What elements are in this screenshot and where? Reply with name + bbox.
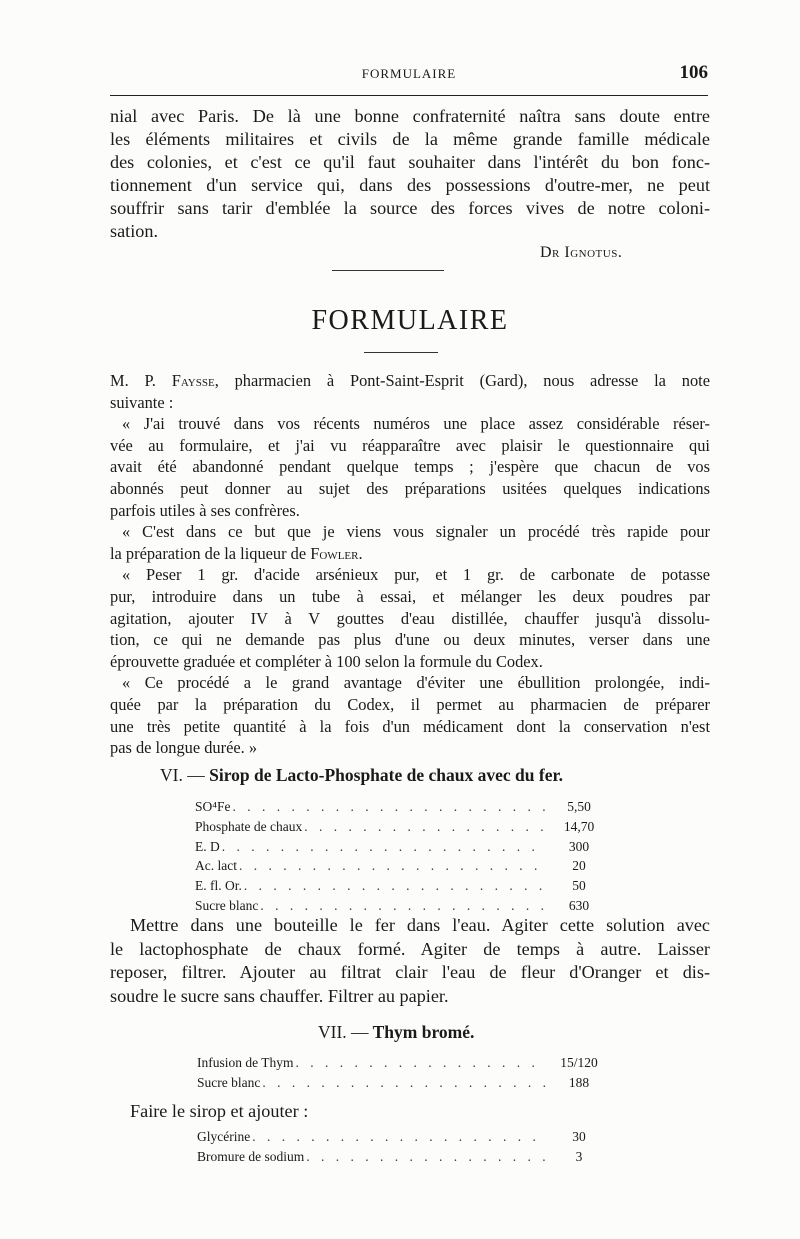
letter-line: vée au formulaire, et j'ai vu réapparaître avec plaisir le questionnaire qui [110,435,710,455]
recipe-7-number: VII. — [318,1022,369,1042]
ingredient-qty: 15/120 [560,1055,598,1070]
running-head [110,62,708,86]
intro-line: nial avec Paris. De là une bonne confraternité naîtra sans doute entre [110,106,710,126]
recipe-7-instruction: Faire le sirop et ajouter : [130,1101,309,1121]
ingredient-name: Infusion de Thym [197,1055,294,1070]
instruction-line: Mettre dans une bouteille le fer dans l'eau. Agiter cette solution avec [130,915,710,935]
intro-paragraph [110,105,710,243]
ingredient-name: Bromure de sodium [197,1148,305,1164]
title-underline [364,352,438,353]
letter-line: pur, introduire dans un tube à essai, et mélanger les deux poudres par [110,586,710,606]
leader-dots [239,856,546,876]
fowler-name: Fowler [310,543,359,563]
ingredient-qty: 3 [575,1148,583,1164]
leader-dots [244,876,546,896]
ingredient-qty: 630 [568,897,590,913]
instruction-line: reposer, filtrer. Ajouter au filtrat clair l'eau de fleur d'Oranger et dis- [110,962,710,982]
leader-dots [232,797,546,817]
intro-line: sation. [110,221,158,241]
letter-line: abonnés peut donner au sujet des préparations usitées quelques indications [110,478,710,498]
leader-dots [304,817,546,837]
ingredient-name: Sucre blanc [195,897,259,913]
ingredient-row [197,1147,610,1167]
letter-line: éprouvette graduée et compléter à 100 selon la formule du Codex. [110,651,543,671]
ingredient-qty: 50 [572,878,586,894]
running-title: FORMULAIRE [361,66,457,81]
recipe-6-ingredients [195,797,610,916]
ingredient-row [197,1073,610,1093]
ingredient-qty: 300 [568,838,590,854]
ingredient-row [195,837,610,857]
recipe-6-name: Sirop de Lacto-Phosphate de chaux avec du fer. [209,765,563,785]
ingredient-name: Glycérine [197,1129,251,1144]
letter-line: « Ce procédé a le grand avantage d'éviter une ébullition prolongée, indi- [122,673,710,693]
opening-part: , pharmacien à Pont-Saint-Esprit (Gard), nous adresse la note [214,371,711,390]
letter-line: parfois utiles à ses confrères. [110,500,300,520]
signature: Dr Ignotus. [540,244,623,261]
ingredient-qty: 188 [568,1074,590,1090]
instruction-line: soudre le sucre sans chauffer. Filtrer au papier. [110,985,449,1006]
ingredient-name: E. fl. Or. [195,878,242,894]
intro-line: des colonies, et c'est ce qu'il faut souhaiter dans l'intérêt du bon fonc- [110,152,710,172]
ingredient-row [195,856,610,876]
recipe-7-ingredients-2 [197,1127,610,1167]
fowler-part: la préparation de la liqueur de [110,543,311,563]
ingredient-row [197,1127,610,1147]
intro-line: tionnement d'un service qui, dans des possessions d'outre-mer, ne peut [110,175,710,195]
leader-dots [296,1053,547,1073]
intro-line: les éléments militaires et civils de la même grande famille médicale [110,129,710,149]
recipe-7-name: Thym bromé. [372,1022,475,1042]
fowler-part: . [358,543,363,563]
letter-line: « C'est dans ce but que je viens vous signaler un procédé très rapide pour [122,522,710,542]
ingredient-name: Ac. lact [195,858,237,874]
letter-line: avait été abandonné pendant quelque temps ; j'espère que chacun de vos [110,457,710,477]
recipe-7-title [318,1022,474,1043]
ingredient-name: Sucre blanc [197,1074,261,1090]
author-name: Faysse [171,371,215,390]
recipe-6-title [160,765,563,786]
ingredient-row [195,817,610,837]
header-rule [110,95,708,96]
ingredient-qty: 30 [572,1129,586,1144]
recipe-6-instructions [110,914,710,1008]
letter-line: agitation, ajouter IV à V gouttes d'eau distillée, chauffer jusqu'à dissolu- [110,608,710,628]
ingredient-name: E. D [195,838,220,854]
separator-rule [332,270,444,271]
intro-line: souffrir sans tarir d'emblée la source des forces vives de notre coloni- [110,198,710,218]
leader-dots [306,1147,546,1167]
letter-line: « J'ai trouvé dans vos récents numéros une place assez considérable réser- [122,414,710,434]
letter-opening [110,370,710,392]
letter-line: suivante : [110,392,174,412]
instruction-line: le lactophosphate de chaux formé. Agiter de temps à autre. Laisser [110,938,710,959]
leader-dots [252,1127,546,1147]
leader-dots [262,1073,546,1093]
section-title: FORMULAIRE [311,305,509,336]
ingredient-qty: 14,70 [563,818,595,834]
letter-line: pas de longue durée. » [110,738,258,758]
ingredient-row [195,797,610,817]
ingredient-qty: 5,50 [567,799,591,814]
letter-line: quée par la préparation du Codex, il permet au pharmacien de préparer [110,694,710,714]
ingredient-row [195,896,610,916]
page-number: 106 [679,62,708,83]
fowler-line [110,543,710,565]
ingredient-name: SO⁴Fe [195,799,231,814]
ingredient-qty: 20 [572,858,586,874]
leader-dots [222,837,546,857]
recipe-7-ingredients [197,1053,610,1093]
leader-dots [260,896,546,916]
letter-line: tion, ce qui ne demande pas plus d'une ou deux minutes, verser dans une [110,630,710,650]
ingredient-row [197,1053,610,1073]
letter-line: « Peser 1 gr. d'acide arsénieux pur, et 1 gr. de carbonate de potasse [122,565,710,585]
ingredient-name: Phosphate de chaux [195,818,303,834]
opening-part: M. P. [110,371,172,390]
ingredient-row [195,876,610,896]
letter-line: une très petite quantité à la fois d'un médicament dont la conservation n'est [110,716,710,736]
letter-body [110,370,710,759]
recipe-6-number: VI. — [160,765,205,785]
